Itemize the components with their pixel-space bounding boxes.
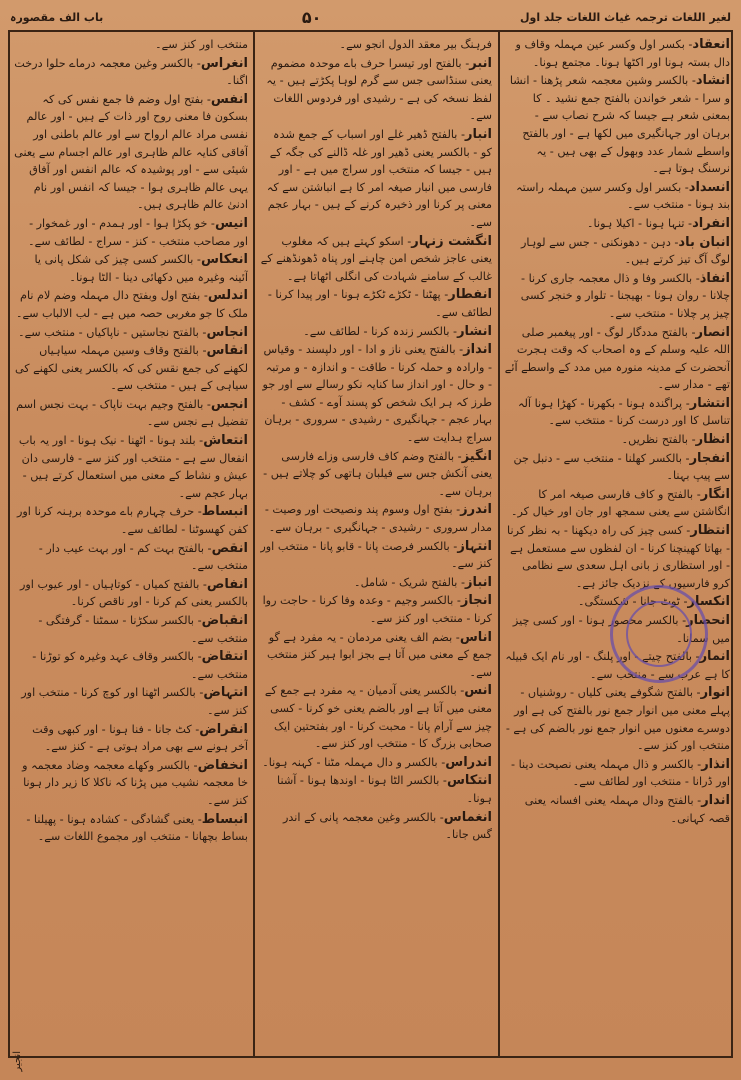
entry-definition: - بالکسر وغین معجمہ پانی کے اندر گس جانا۔ — [283, 810, 492, 842]
dictionary-entry — [504, 431, 730, 449]
dictionary-entry — [260, 126, 492, 232]
dictionary-entry — [504, 179, 730, 214]
entry-definition: - بالکسر و دال مہملہ مٹنا - کہنہ ہونا۔ — [262, 755, 446, 769]
entry-headword: انظار — [695, 432, 730, 448]
dictionary-entry — [14, 342, 248, 395]
entry-definition: - تنہا ہونا - اکیلا ہونا۔ — [587, 216, 693, 230]
dictionary-entry — [260, 809, 492, 844]
column-right — [504, 36, 730, 1054]
dictionary-entry — [14, 432, 248, 502]
column-divider-right — [498, 30, 500, 1058]
entry-headword: انبساط — [201, 504, 248, 520]
dictionary-entry — [504, 684, 730, 754]
dictionary-entry — [14, 287, 248, 322]
dictionary-entry — [14, 55, 248, 90]
dictionary-entry — [14, 684, 248, 719]
dictionary-entry — [504, 36, 730, 71]
dictionary-entry — [260, 754, 492, 772]
dictionary-entry — [504, 270, 730, 323]
entry-headword: انگیز — [461, 448, 492, 464]
entry-headword: انتعاش — [203, 433, 248, 449]
entry-definition: - بالفتح ڈھیر غلے اور اسباب کے جمع شدہ کو - بالکسر یعنی ڈھیر اور غلہ ڈالنے کی جگہ کے ہیں - جیسا کہ منتخب اور سراج میں ہے - اور فارسی میں انبار صیغہ امر کا ہے انباشتن سے کہ معنی پر کرنا اور ذخیرہ کرنے کے ہیں - بہار عجم سے۔ — [266, 127, 492, 229]
dictionary-entry — [260, 574, 492, 592]
entry-definition: - پھٹنا - ٹکڑے ٹکڑے ہونا - اور پیدا کرنا - لطائف سے۔ — [267, 288, 492, 319]
entry-headword: اندرز — [460, 502, 492, 518]
entry-headword: اندلس — [207, 288, 248, 304]
page-header — [10, 6, 731, 28]
entry-headword: انفطار — [448, 287, 492, 303]
dictionary-entry — [504, 72, 730, 178]
entry-headword: انفس — [210, 91, 248, 107]
dictionary-entry — [504, 324, 730, 394]
entry-headword: انتشار — [689, 395, 730, 411]
entry-definition: - اسکو کہتے ہیں کہ مغلوب یعنی عاجز شخص امن چاہنے اور پناہ ڈھونڈھنے کے غالب کے سامنے شہادت کی انگلی اٹھاتا ہے۔ — [260, 234, 492, 283]
entry-definition: منتخب اور کنز سے۔ — [155, 38, 248, 51]
dictionary-entry — [504, 234, 730, 269]
entry-definition: - بالفتح وقاف وسین مہملہ سیاہیاں لکھنے کی جمع نقس کی کہ بالکسر یعنی لکھنے کی سیاہی کے ہیں - منتخب سے۔ — [14, 344, 248, 393]
entry-headword: انقاس — [206, 343, 248, 359]
footer-margin-word: انجیر — [12, 1051, 23, 1072]
dictionary-entry — [14, 576, 248, 611]
dictionary-entry — [260, 36, 492, 54]
dictionary-entry — [14, 396, 248, 431]
header-right-title: لغیر اللغات ترجمہ غیاث اللغات جلد اول — [519, 10, 731, 24]
entry-definition: - بضم الف یعنی مردمان - یہ مفرد ہے گو جمع کے معنی میں آتا ہے بجز ابوا ہیر کنز منتخب سے۔ — [266, 630, 492, 679]
entry-definition: - دہن - دھونکنی - جس سے لوہار لوگ آگ تیز کرتے ہیں۔ — [521, 235, 730, 267]
entry-headword: انیس — [214, 215, 248, 231]
entry-headword: انقص — [211, 540, 248, 556]
entry-headword: انتہاض — [203, 685, 248, 701]
dictionary-entry — [14, 503, 248, 538]
entry-headword: انتظار — [690, 523, 730, 539]
entry-definition: - بالکسر وجیم - وعدہ وفا کرنا - حاجت روا کرنا - منتخب اور کنز سے۔ — [262, 594, 492, 625]
entry-definition: - ٹوٹ جانا - شکستگی۔ — [577, 595, 688, 609]
entry-definition: - بالفتح اور تیسرا حرف باے موحدہ مضموم یعنی سنڈاسی جس سے گرم لوہا پکڑتے ہیں - یہ لفظ نسخہ کی ہے - رشیدی اور فردوس اللغات سے۔ — [266, 56, 492, 123]
entry-headword: انعقاد — [692, 37, 730, 52]
dictionary-entry — [260, 448, 492, 501]
entry-headword: انس — [464, 683, 492, 699]
entry-definition: - بالکسر محصور ہونا - اور کسی چیز میں سمانا۔ — [512, 614, 730, 645]
entry-headword: انجس — [210, 396, 248, 412]
entry-definition: - بالفتح ودال مہملہ یعنی افسانہ یعنی قصہ کہانی۔ — [524, 793, 730, 825]
right-border — [731, 30, 733, 1058]
entry-definition: - بالفتح نجاستیں - ناپاکیاں - منتخب سے۔ — [18, 325, 207, 339]
dictionary-entry — [504, 486, 730, 521]
left-border — [8, 30, 10, 1058]
entry-headword: انعکاس — [200, 252, 248, 268]
entry-headword: انفاذ — [699, 270, 730, 286]
entry-definition: - کسی چیز کی راہ دیکھنا - بہ نظر کرنا - بھاتا کھینچنا کرنا - ان لفظوں سے مستعمل ہے - اور استظاری ز بانی اہل سعدی سے نظامی کرو فارسیوں کے نزدیک جائز ہے۔ — [507, 524, 730, 590]
dictionary-entry — [260, 286, 492, 321]
dictionary-entry — [260, 55, 492, 125]
entry-headword: انجاز — [460, 593, 492, 609]
entry-definition: - بالکسر زندہ کرنا - لطائف سے۔ — [303, 324, 458, 338]
dictionary-entry — [260, 538, 492, 573]
entry-headword: انبساط — [201, 811, 248, 827]
dictionary-entry — [14, 324, 248, 342]
entry-definition: - بفتح اول وبفتح دال مہملہ وضم لام نام ملک کا جو مغربی حصہ میں ہے - لب الالباب سے۔ — [16, 289, 248, 320]
dictionary-entry — [504, 395, 730, 430]
entry-headword: انخفاض — [197, 757, 248, 773]
entry-headword: انبان باد — [678, 234, 730, 250]
entry-headword: اندار — [701, 792, 730, 808]
entry-definition: - حرف چہارم باے موحدہ برہنہ کرنا اور کفن کھسوٹنا - لطائف سے۔ — [17, 505, 248, 537]
dictionary-entry — [14, 91, 248, 214]
entry-definition: - بالکسر کسی چیز کی شکل پانی یا آئینہ وغیرہ میں دکھائی دینا - الٹا ہونا۔ — [34, 253, 248, 284]
dictionary-entry — [260, 501, 492, 536]
entry-headword: انتہاز — [457, 538, 492, 554]
footer-rule — [8, 1056, 733, 1058]
page-number: ۵۰ — [301, 7, 322, 27]
entry-definition: - بالفتح و کاف فارسی صیغہ امر کا انگاشتن سے یعنی سمجھ اور جان اور خیال کر۔ — [510, 487, 730, 519]
entry-headword: انگار — [700, 486, 730, 502]
entry-definition: - بالکسر سکڑنا - سمٹنا - گرفتگی - منتخب سے۔ — [38, 614, 248, 645]
entry-definition: - بالکسر وشین معجمہ شعر پڑھنا - انشا و سرا - شعر خواندن بالفتح جمع نشید ۔ کا بمعنی شعر ہے جیسا کہ شرح نصاب سے - برہان اور جہانگیری میں لکھا ہے - اور بالفتح واسطے شمار عدد وبھول کے بھی ہیں - یہ نرسنگ ہوتا ہے۔ — [509, 74, 730, 176]
dictionary-entry — [260, 682, 492, 752]
entry-definition: - بالکسر وقاف عہد وغیرہ کو توڑنا - منتخب سے۔ — [32, 650, 248, 681]
entry-headword: اندراس — [445, 754, 492, 770]
entry-definition: - بالفتح یعنی ناز و ادا - اور دلپسند - وقیاس - وارادہ و حملہ کرنا - طاقت - و اندازہ - و مرتبہ - و حال - اور انداز سا کنایہ نکو رسالے سے اور جو طرز کہ ہر ایک شخص کو پسند آوے - کشف - بہار عجم - جہانگیری - رشیدی - سروری - برہان سراج ہدایت سے۔ — [262, 343, 492, 445]
entry-definition: - یعنی گشادگی - کشادہ ہونا - پھیلنا - بساط بچھانا - منتخب اور مجموع اللغات سے۔ — [26, 812, 248, 844]
dictionary-entry — [14, 612, 248, 647]
entry-definition: - بالکسر و ذال مہملہ یعنی نصیحت دینا - اور ڈرانا - منتخب اور لطائف سے۔ — [511, 757, 730, 789]
entry-definition: - بالکسر کھلنا - منتخب سے - دنبل جن سے پیپ بہنا۔ — [513, 451, 730, 483]
entry-definition: - بفتح اول وسوم پند ونصیحت اور وصیت - مدار سروری - رشیدی - جہانگیری - برہان سے۔ — [264, 503, 492, 535]
entry-definition: - بالکسر اٹھنا اور کوچ کرنا - منتخب اور کنز سے۔ — [21, 686, 248, 717]
dictionary-entry — [504, 792, 730, 827]
entry-definition: - بالکسر الٹا ہونا - اوندھا ہونا - آشنا ہونا۔ — [277, 774, 492, 805]
entry-headword: انجاس — [206, 324, 248, 340]
entry-headword: انباز — [464, 574, 492, 590]
entry-definition: فرہنگ بیر معقد الدول انجو سے۔ — [339, 38, 492, 51]
dictionary-entry — [14, 811, 248, 846]
entry-headword: انفاص — [206, 576, 248, 592]
column-left — [14, 36, 248, 1054]
entry-definition: - بلند ہونا - اٹھنا - نیک ہونا - اور یہ باب انفعال سے ہے - منتخب اور کنز سے - فارسی دان عیش و نشاط کے معنی میں استعمال کرتے ہیں - بہار عجم سے۔ — [18, 434, 248, 500]
entry-headword: انگشت زنہار — [411, 233, 492, 249]
dictionary-entry — [260, 629, 492, 682]
dictionary-entry — [504, 215, 730, 233]
entry-definition: - پراگندہ ہونا - بکھرنا - کھڑا ہونا آلہ تناسل کا اور درست کرنا - منتخب سے۔ — [517, 396, 730, 428]
entry-headword: انوار — [700, 685, 730, 701]
entry-definition: - بالفتح چیتے - اور پلنگ - اور نام ایک قبیلہ کا ہے عرب سے - منتخب سے۔ — [505, 650, 730, 681]
entry-headword: انمار — [699, 649, 730, 665]
entry-definition: - بالفتح شگوفے یعنی کلیاں - روشنیاں - پہلے معنی میں انوار جمع نور بالفتح کی ہے اور دوسرے معنوں میں انوار جمع نور بالضم کی ہے - منتخب اور کنز سے۔ — [505, 686, 730, 753]
entry-definition: - بالکسر وکھاے معجمہ وضاد معجمہ و خا معجمہ نشیب میں پڑنا کہ ناکلا کا زیر دار ہونا کنز سے۔ — [22, 758, 248, 807]
entry-definition: - بالفتح نظریں۔ — [621, 433, 696, 447]
entry-headword: انکسار — [687, 594, 730, 610]
dictionary-entry — [14, 251, 248, 286]
dictionary-entry — [260, 592, 492, 627]
entry-headword: انذار — [701, 756, 730, 772]
dictionary-entry — [260, 341, 492, 447]
entry-headword: انغماس — [443, 809, 492, 825]
entry-headword: اناس — [459, 629, 492, 645]
entry-definition: - بالکسر یعنی آدمیان - یہ مفرد ہے جمع کے معنی میں آتا ہے اور بالضم یعنی خو کرنا - کسی چیز سے آرام پانا - محبت کرنا - اور بفتحتین ایک صحابی بزرگ کا - منتخب اور کنز سے۔ — [264, 684, 492, 751]
entry-headword: انقباض — [201, 613, 248, 628]
entry-definition: - بالفتح کمیاں - کوتاہیاں - اور عیوب اور بالکسر یعنی کم کرنا - اور ناقص کرنا۔ — [20, 577, 248, 609]
entry-headword: انصار — [695, 324, 730, 340]
dictionary-entry — [14, 721, 248, 756]
dictionary-entry — [504, 756, 730, 791]
entry-headword: انتقاض — [201, 649, 248, 665]
dictionary-entry — [504, 450, 730, 485]
entry-headword: انتکاس — [446, 773, 492, 789]
entry-headword: انغراس — [200, 55, 248, 71]
entry-headword: انبار — [464, 126, 492, 142]
entry-headword: انحصار — [686, 613, 730, 628]
entry-headword: انفراد — [692, 215, 730, 231]
entry-definition: - بالفتح مددگار لوگ - اور پیغمبر صلی اللہ علیہ وسلم کے وہ اصحاب کہ وقت ہجرت آنحضرت کے مدینہ منورہ میں مدد کے واسطے آئے تھے - مدار سے۔ — [504, 325, 730, 392]
entry-definition: - بالکسر وفا و ذال معجمہ جاری کرنا - چلانا - روان ہونا - بھیجنا - تلوار و خنجر کسی چیز پر چلانا - منتخب سے۔ — [520, 271, 730, 320]
entry-definition: - بفتح اول وضم فا جمع نفس کی کہ بسکون فا معنی روح اور ذات کے ہیں - اور عالم نفسی مراد عالم ارواح سے اور عالم باطنی اور آفاقی کنایہ عالم ظاہری اور عالم اجسام سے یعنی شیئی سے - اور پوشیدہ کہ عالم انفس اور آفاق یہی عالم ظاہری ہوا - جیسا کہ انفس اور نام ادنیٰ عالم ظاہری ہیں۔ — [14, 92, 248, 212]
entry-definition: - بالفتح وجیم بہت ناپاک - بہت نجس اسم تفضیل ہے نجس سے۔ — [16, 397, 248, 429]
dictionary-entry — [260, 323, 492, 341]
entry-definition: - بکسر اول وکسر سین مہملہ راستہ بند ہونا - منتخب سے۔ — [516, 180, 730, 212]
entry-definition: - بکسر اول وکسر عین مہملہ وقاف و دال بستہ ہونا اور اکٹھا ہونا۔ مجتمع ہونا۔ — [515, 38, 730, 69]
dictionary-entry — [260, 233, 492, 286]
header-rule — [8, 30, 733, 32]
dictionary-entry — [14, 540, 248, 575]
entry-headword: انقراض — [199, 721, 248, 737]
dictionary-entry — [14, 648, 248, 683]
entry-definition: - بالفتح بہت کم - اور بہت عیب دار - منتخب سے۔ — [38, 541, 248, 573]
dictionary-entry — [504, 522, 730, 592]
entry-definition: - کٹ جانا - فنا ہونا - اور کبھی وقت آخر ہونے سے بھی مراد ہوتی ہے - کنز سے۔ — [32, 722, 248, 754]
column-divider-left — [253, 30, 255, 1058]
library-stamp — [610, 585, 708, 683]
column-middle — [260, 36, 492, 1054]
header-left-title: باب الف مقصورہ — [10, 10, 104, 24]
entry-definition: - بالکسر فرصت پانا - قابو پانا - منتخب اور کنز سے۔ — [260, 539, 492, 571]
entry-definition: - بالکسر وغین معجمہ درماے حلوا درخت اگنا۔ — [14, 56, 248, 88]
entry-headword: انشاد — [695, 73, 730, 89]
entry-headword: انسداد — [688, 179, 730, 195]
dictionary-entry — [14, 757, 248, 810]
dictionary-entry — [14, 215, 248, 250]
entry-headword: انداز — [463, 342, 492, 358]
entry-headword: انشار — [457, 323, 492, 339]
entry-definition: - بالفتح شریک - شامل۔ — [354, 575, 465, 589]
dictionary-entry — [260, 772, 492, 807]
entry-definition: - بالفتح وضم کاف فارسی وزاے فارسی یعنی آنکش جس سے فیلبان ہاتھی کو چلاتے ہیں - برہان سے۔ — [263, 449, 492, 498]
entry-headword: انفجار — [689, 450, 730, 466]
dictionary-entry — [14, 36, 248, 54]
entry-headword: انبر — [469, 55, 492, 71]
entry-definition: - خو پکڑا ہوا - اور ہمدم - اور غمخوار - اور مصاحب منتخب - کنز - سراج - لطائف سے۔ — [28, 216, 248, 248]
